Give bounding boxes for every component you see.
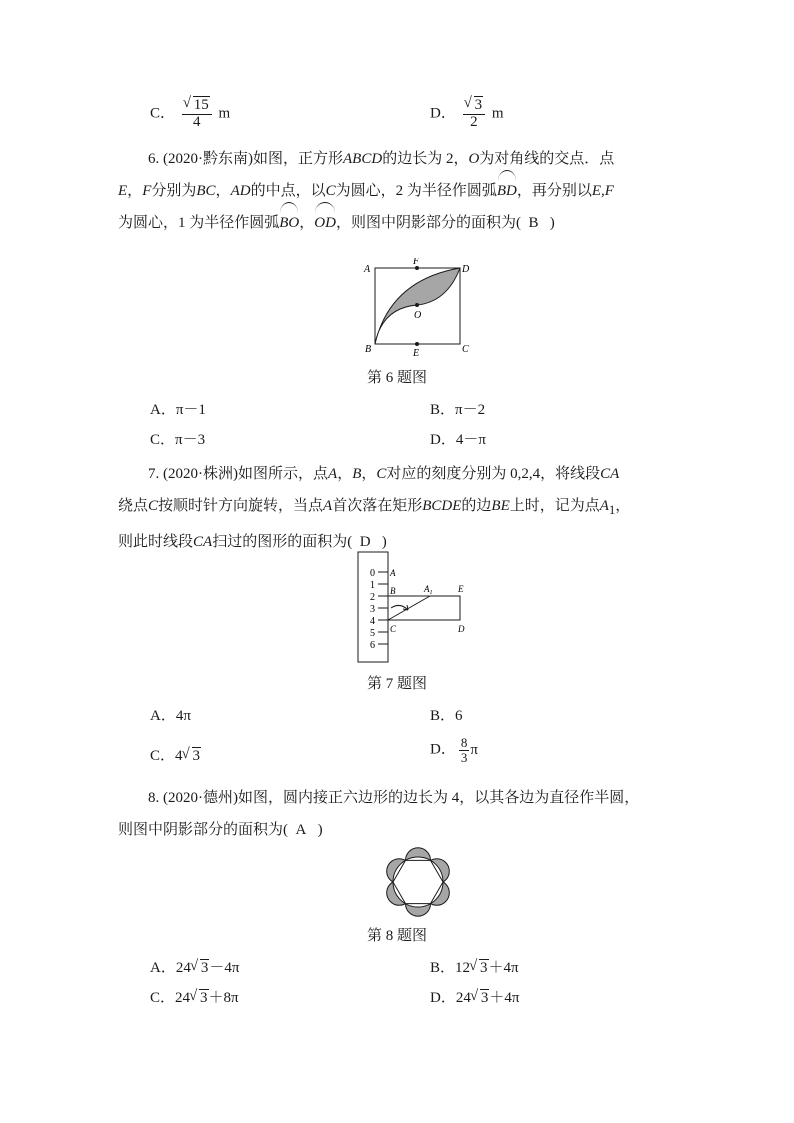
q7-tick-1: 1 <box>370 580 375 591</box>
q5-option-d-radical: √ 3 <box>465 98 484 114</box>
q7-label-d: D <box>458 624 465 634</box>
q7-tick-6: 6 <box>370 640 375 651</box>
q6-option-b: B．π－2 <box>430 402 486 418</box>
q8-stem: 8. (2020·德州)如图，圆内接正六边形的边长为 4，以其各边为直径作半圆， 则图中阴影部分的面积为( A ) <box>118 790 640 838</box>
q7-tick-4: 4 <box>370 616 375 627</box>
q6-label-b: B <box>365 344 372 355</box>
q8-option-b: B．12√ 3＋4π <box>430 956 519 977</box>
q7-label-a1: $A_1$ <box>424 584 433 596</box>
q6-label-f: F <box>413 258 420 267</box>
q6-answer: B <box>528 215 539 231</box>
q8-caption: 第 8 题图 <box>366 928 427 944</box>
q7-segment-ca1 <box>388 596 430 620</box>
q7-tick-2: 2 <box>370 592 375 603</box>
q5-option-c <box>150 98 230 131</box>
q7-option-c: C．4√ 3 <box>150 744 201 765</box>
q7-stem: 7. (2020·株洲)如图所示，点A，B，C对应的刻度分别为 0,2,4，将线段CA 绕点C按顺时针方向旋转，当点A首次落在矩形BCDE的边BE上时，记为点$A_1$， 则此时线段CA扫过的图形的面积为( D ) <box>118 466 631 550</box>
arc-od: OD <box>314 207 336 239</box>
q5-option-c-unit: m <box>218 105 231 122</box>
q7-option-a: A．4π <box>150 708 191 724</box>
q7-ruler-ticks <box>378 572 388 644</box>
q7-label-b: B <box>390 586 396 596</box>
q6-stem: 6. (2020·黔东南)如图，正方形ABCD的边长为 2，O为对角线的交点．点 E，F分别为BC，AD的中点，以C为圆心，2 为半径作圆弧BD，再分别以E,F 为圆心，1 为半径作圆弧BO，OD，则图中阴影部分的面积为( B ) <box>118 143 678 239</box>
q7-option-c-radical: √ 3 <box>183 748 202 765</box>
q7-label-e: E <box>458 584 464 594</box>
q7-caption: 第 7 题图 <box>366 676 427 692</box>
q7-tick-0: 0 <box>370 568 375 579</box>
q5-option-c-fraction: √ $\frac{15}{4}$ <box>182 98 212 131</box>
arc-bd: BD <box>497 175 517 207</box>
q6-caption: 第 6 题图 <box>366 370 427 386</box>
q7-option-b: B．6 <box>430 708 463 724</box>
q5-option-c-radical: √ 15 <box>184 98 210 114</box>
q6-option-a: A．π－1 <box>150 402 206 418</box>
q5-option-c-label: C． <box>150 105 176 122</box>
q7-tick-5: 5 <box>370 628 375 639</box>
q5-option-d-unit: m <box>491 105 504 122</box>
q8-option-a: A．24√ 3－4π <box>150 956 239 977</box>
q7-answer: D <box>359 534 371 550</box>
q8-answer: A <box>295 822 307 838</box>
q8-option-d: D．24√ 3＋4π <box>430 986 519 1007</box>
q6-label-a: A <box>364 264 371 275</box>
q7-label-c: C <box>390 624 397 634</box>
q6-option-c: C．π－3 <box>150 432 206 448</box>
q6-option-d: D．4－π <box>430 432 486 448</box>
q6-label-d: D <box>462 264 470 275</box>
q7-option-d-fraction: $\frac{8}{3}$ <box>460 735 468 765</box>
q7-figure <box>354 548 484 666</box>
arc-bo: BO <box>279 207 299 239</box>
q8-figure <box>378 842 458 922</box>
q6-label-o: O <box>414 310 422 321</box>
q6-label-c: C <box>462 344 469 355</box>
q8-option-c: C．24√ 3＋8π <box>150 986 239 1007</box>
q5-option-d <box>430 98 504 131</box>
q7-option-d: D． $\frac{8}{3}$ π <box>430 735 478 765</box>
q5-option-d-fraction: √ $\frac{3}{2}$ <box>463 98 486 131</box>
q5-option-d-label: D． <box>430 105 456 122</box>
q7-label-a: A <box>390 568 396 578</box>
q7-tick-3: 3 <box>370 604 375 615</box>
q6-label-e: E <box>413 348 420 358</box>
q6-figure <box>362 258 472 358</box>
